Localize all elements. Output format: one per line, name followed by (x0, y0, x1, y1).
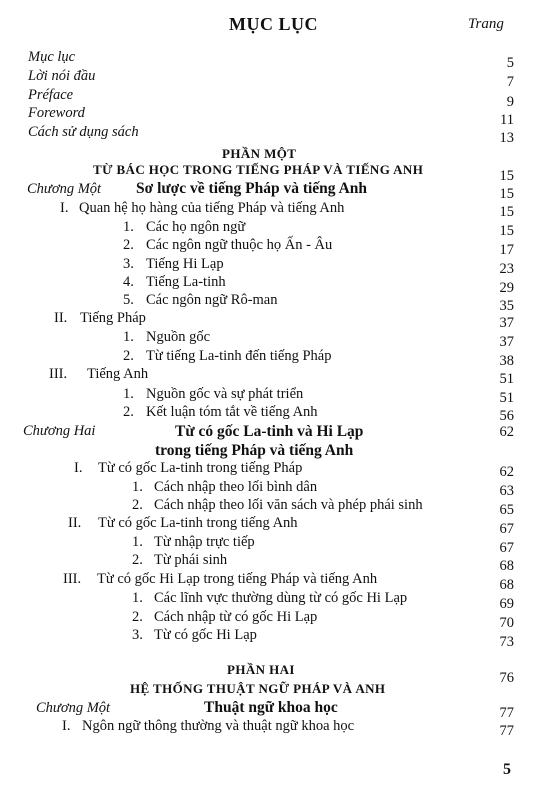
ch1-s1-i1-page: 15 (499, 223, 514, 239)
page-column-header: Trang (468, 16, 504, 32)
toc-page-loi-noi-dau: 7 (506, 74, 514, 90)
ch1-s3-i2-page: 56 (499, 408, 514, 424)
ch1-s1-num: I. (60, 200, 69, 216)
ch2-s1-num: I. (74, 460, 83, 476)
part1-label: PHẦN MỘT (222, 146, 297, 161)
ch1-s2-i2-num: 2. (123, 348, 134, 364)
ch2-s3-page: 68 (499, 577, 514, 593)
ch2-s2-i1-text[interactable]: Từ nhập trực tiếp (154, 534, 255, 550)
ch2-s2-i2-page: 68 (499, 558, 514, 574)
ch1-s2-i1-page: 37 (499, 334, 514, 350)
ch1-s2-num: II. (54, 310, 68, 326)
ch1-s3-i1-num: 1. (123, 386, 134, 402)
ch2-s3-i2-num: 2. (132, 609, 143, 625)
ch2-title-line2[interactable]: trong tiếng Pháp và tiếng Anh (155, 442, 354, 459)
ch1-title[interactable]: Sơ lược về tiếng Pháp và tiếng Anh (136, 180, 368, 197)
ch1-s1-i3-num: 3. (123, 256, 134, 272)
ch1-s2-i1-text[interactable]: Nguồn gốc (146, 329, 211, 345)
toc-page-cach-su-dung: 13 (499, 130, 514, 146)
ch2-s3-i3-num: 3. (132, 627, 143, 643)
ch1-s1-i5-text[interactable]: Các ngôn ngữ Rô-man (146, 292, 278, 308)
page-number: 5 (503, 761, 511, 778)
ch2-s1-i1-num: 1. (132, 479, 143, 495)
ch2-s1-page: 62 (499, 464, 514, 480)
part2-label: PHẦN HAI (227, 662, 295, 677)
ch1-s3-i2-text[interactable]: Kết luận tóm tắt về tiếng Anh (146, 404, 318, 420)
ch2-s1-i1-page: 63 (499, 483, 514, 499)
ch2-s3-i1-page: 69 (499, 596, 514, 612)
ch1-s1-i1-text[interactable]: Các họ ngôn ngữ (146, 219, 246, 235)
ch2-s1-i2-num: 2. (132, 497, 143, 513)
ch1-s2-i1-num: 1. (123, 329, 134, 345)
ch2-s3-i3-text[interactable]: Từ có gốc Hi Lạp (154, 627, 257, 643)
ch1-s2-i2-text[interactable]: Từ tiếng La-tinh đến tiếng Pháp (146, 348, 332, 364)
p2-ch1-s1-page: 77 (499, 723, 514, 739)
part2-page: 76 (499, 670, 514, 686)
toc-entry-preface[interactable]: Préface (28, 87, 74, 103)
toc-entry-loi-noi-dau[interactable]: Lời nói đầu (28, 68, 96, 84)
ch2-s2-page: 67 (499, 521, 514, 537)
toc-entry-foreword[interactable]: Foreword (28, 105, 85, 121)
p2-ch1-s1-title[interactable]: Ngôn ngữ thông thường và thuật ngữ khoa học (82, 718, 355, 734)
ch1-s1-i5-num: 5. (123, 292, 134, 308)
ch2-page: 62 (499, 424, 514, 440)
toc-entry-muc-luc[interactable]: Mục lục (28, 49, 76, 65)
ch1-s1-i5-page: 35 (499, 298, 514, 314)
part1-page: 15 (499, 168, 514, 184)
ch1-s3-i1-page: 51 (499, 390, 514, 406)
ch2-title-line1[interactable]: Từ có gốc La-tinh và Hi Lạp (175, 423, 364, 440)
toc-page-foreword: 11 (500, 112, 514, 128)
p2-ch1-title[interactable]: Thuật ngữ khoa học (204, 699, 338, 716)
toc-entry-cach-su-dung[interactable]: Cách sử dụng sách (28, 124, 139, 140)
ch2-s1-title[interactable]: Từ có gốc La-tinh trong tiếng Pháp (98, 460, 303, 476)
part2-subtitle[interactable]: HỆ THỐNG THUẬT NGỮ PHÁP VÀ ANH (130, 681, 386, 696)
p2-ch1-s1-num: I. (62, 718, 71, 734)
ch2-s2-i2-text[interactable]: Từ phái sinh (154, 552, 228, 568)
ch2-s2-i1-page: 67 (499, 540, 514, 556)
ch1-s1-i4-num: 4. (123, 274, 134, 290)
ch1-s1-i4-page: 29 (499, 280, 514, 296)
ch1-label: Chương Một (27, 181, 102, 197)
part1-subtitle[interactable]: TỪ BÁC HỌC TRONG TIẾNG PHÁP VÀ TIẾNG ANH (93, 162, 424, 177)
ch1-s2-i2-page: 38 (499, 353, 514, 369)
ch1-s1-i3-text[interactable]: Tiếng Hi Lạp (146, 256, 224, 272)
ch2-s3-i1-num: 1. (132, 590, 143, 606)
ch2-label: Chương Hai (23, 423, 96, 439)
ch1-s1-i2-text[interactable]: Các ngôn ngữ thuộc họ Ấn - Âu (146, 237, 333, 253)
ch2-s3-num: III. (63, 571, 82, 587)
p2-ch1-label: Chương Một (36, 700, 111, 716)
ch2-s2-i2-num: 2. (132, 552, 143, 568)
ch2-s2-title[interactable]: Từ có gốc La-tinh trong tiếng Anh (98, 515, 298, 531)
page-title: MỤC LỤC (229, 14, 318, 34)
ch2-s2-num: II. (68, 515, 82, 531)
ch1-s1-i3-page: 23 (499, 261, 514, 277)
toc-page-muc-luc: 5 (506, 55, 514, 71)
ch2-s1-i2-text[interactable]: Cách nhập theo lối văn sách và phép phái sinh (154, 497, 423, 513)
toc-page-preface: 9 (506, 94, 514, 110)
ch2-s3-i2-page: 70 (499, 615, 514, 631)
ch1-s3-page: 51 (499, 371, 514, 387)
ch2-s1-i1-text[interactable]: Cách nhập theo lối bình dân (154, 479, 318, 495)
ch1-s1-i2-page: 17 (499, 242, 514, 258)
ch1-s3-num: III. (49, 366, 68, 382)
ch2-s1-i2-page: 65 (499, 502, 514, 518)
ch1-s2-title[interactable]: Tiếng Pháp (80, 310, 146, 326)
ch1-s2-page: 37 (499, 315, 514, 331)
ch1-s1-i4-text[interactable]: Tiếng La-tinh (146, 274, 226, 290)
ch1-s3-title[interactable]: Tiếng Anh (87, 366, 149, 382)
ch1-page: 15 (499, 186, 514, 202)
ch2-s3-i2-text[interactable]: Cách nhập từ có gốc Hi Lạp (154, 609, 318, 625)
ch1-s3-i1-text[interactable]: Nguồn gốc và sự phát triển (146, 386, 304, 402)
ch2-s3-i3-page: 73 (499, 634, 514, 650)
ch2-s3-i1-text[interactable]: Các lĩnh vực thường dùng từ có gốc Hi Lạp (154, 590, 408, 606)
ch2-s3-title[interactable]: Từ có gốc Hi Lạp trong tiếng Pháp và tiếng Anh (97, 571, 378, 587)
ch1-s1-i2-num: 2. (123, 237, 134, 253)
ch2-s2-i1-num: 1. (132, 534, 143, 550)
ch1-s3-i2-num: 2. (123, 404, 134, 420)
p2-ch1-page: 77 (499, 705, 514, 721)
ch1-s1-title[interactable]: Quan hệ họ hàng của tiếng Pháp và tiếng Anh (79, 200, 345, 216)
ch1-s1-i1-num: 1. (123, 219, 134, 235)
ch1-s1-page: 15 (499, 204, 514, 220)
